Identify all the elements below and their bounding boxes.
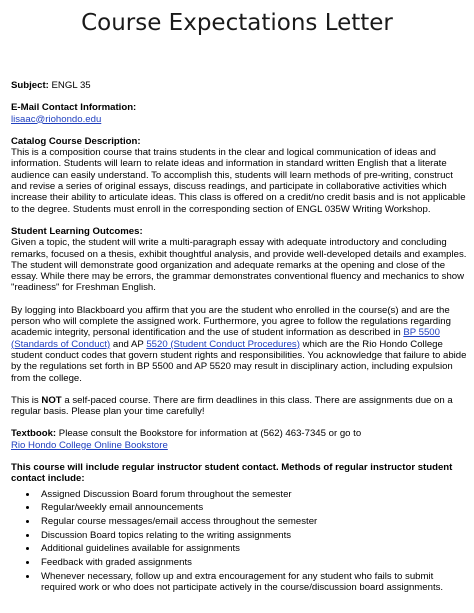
contact-heading — [11, 462, 467, 485]
email-line — [11, 114, 467, 125]
email-label: E-Mail Contact Information: — [11, 102, 137, 114]
blackboard-text-3: which are the Rio Hondo College student conduct codes that govern student rights and responsibilities. You acknowledge that failure to abide by the regulations set forth in BP 5500 and AP 5520 may result in disciplinary action, including expulsion from the college. — [11, 338, 467, 384]
letter-body — [11, 80, 467, 596]
catalog-label: Catalog Course Description: — [11, 135, 141, 147]
outcomes-text: Given a topic, the student will write a multi-paragraph essay with adequate introductory and concluding remarks, focused on a thesis, exhibit thoughtful analysis, and provide well-developed details and examples. The student will demonstrate good organization and adequate remarks at the opening and close of the essay. While there may be errors, the grammar demonstrates conventional fluency and mechanics to show "readiness" for Freshman English. — [11, 237, 467, 294]
blackboard-paragraph — [11, 305, 467, 384]
email-heading — [11, 102, 467, 113]
blackboard-text-1: By logging into Blackboard you affirm that you are the student who enrolled in the course(s) and are the person who will complete the assigned work. Furthermore, you agree to follow the regulations regarding academic integrity, personal identification and the use of student information as described in — [11, 304, 451, 339]
catalog-heading — [11, 136, 467, 147]
self-paced-notice — [11, 395, 467, 418]
list-item: • Discussion Board topics relating to the writing assignments — [38, 530, 467, 541]
contact-heading-text: This course will include regular instructor student contact. Methods of regular instructor student contact include: — [11, 462, 453, 485]
textbook-label: Textbook: — [11, 428, 57, 440]
list-item: • Whenever necessary, follow up and extra encouragement for any student who fails to submit required work or who does not participate actively in the course/discussion board assignments. — [38, 571, 467, 594]
subject-label: Subject: — [11, 80, 49, 91]
outcomes-heading — [11, 226, 467, 237]
contact-methods-list — [11, 489, 467, 594]
bookstore-line — [11, 440, 467, 451]
catalog-description: This is a composition course that trains students in the clear and logical communication of ideas and information. Students will learn to relate ideas and information in standard written English that a literate audience can easily understand. To accomplish this, students will learn methods of pre-writing, construct and revise a series of original essays, discuss readings, and participate in collaborative activities which increase their ability to articulate ideas. This class is offered on a credit/no credit basis and is not applicable to the degree. Students must enroll in the corresponding section of ENGL 035W Writing Workshop. — [11, 147, 466, 215]
blackboard-text-2: and AP — [110, 338, 147, 350]
list-item: • Feedback with graded assignments — [38, 557, 467, 568]
ap5520-link[interactable]: 5520 (Student Conduct Procedures) — [146, 338, 300, 350]
textbook-text: Please consult the Bookstore for information at (562) 463-7345 or go to — [56, 428, 362, 440]
list-item: • Additional guidelines available for assignments — [38, 543, 467, 554]
subject-value: ENGL 35 — [48, 80, 91, 91]
self-paced-text-1: This is — [11, 394, 42, 406]
self-paced-text-2: a self-paced course. There are firm deadlines in this class. There are assignments due on a regular basis. Please plan your time carefully! — [11, 394, 453, 418]
list-item: • Assigned Discussion Board forum throughout the semester — [38, 489, 467, 500]
list-item: • Regular/weekly email announcements — [38, 502, 467, 513]
email-link[interactable]: lisaac@riohondo.edu — [11, 113, 102, 125]
page-title: Course Expectations Letter — [81, 10, 393, 36]
outcomes-label: Student Learning Outcomes: — [11, 225, 143, 237]
textbook-line — [11, 428, 467, 439]
subject-line — [11, 80, 467, 91]
self-paced-not: NOT — [41, 394, 62, 406]
bookstore-link[interactable]: Rio Hondo College Online Bookstore — [11, 439, 168, 451]
bp5500-link[interactable]: BP 5500 (Standards of Conduct) — [11, 327, 440, 350]
list-item: • Regular course messages/email access throughout the semester — [38, 516, 467, 527]
